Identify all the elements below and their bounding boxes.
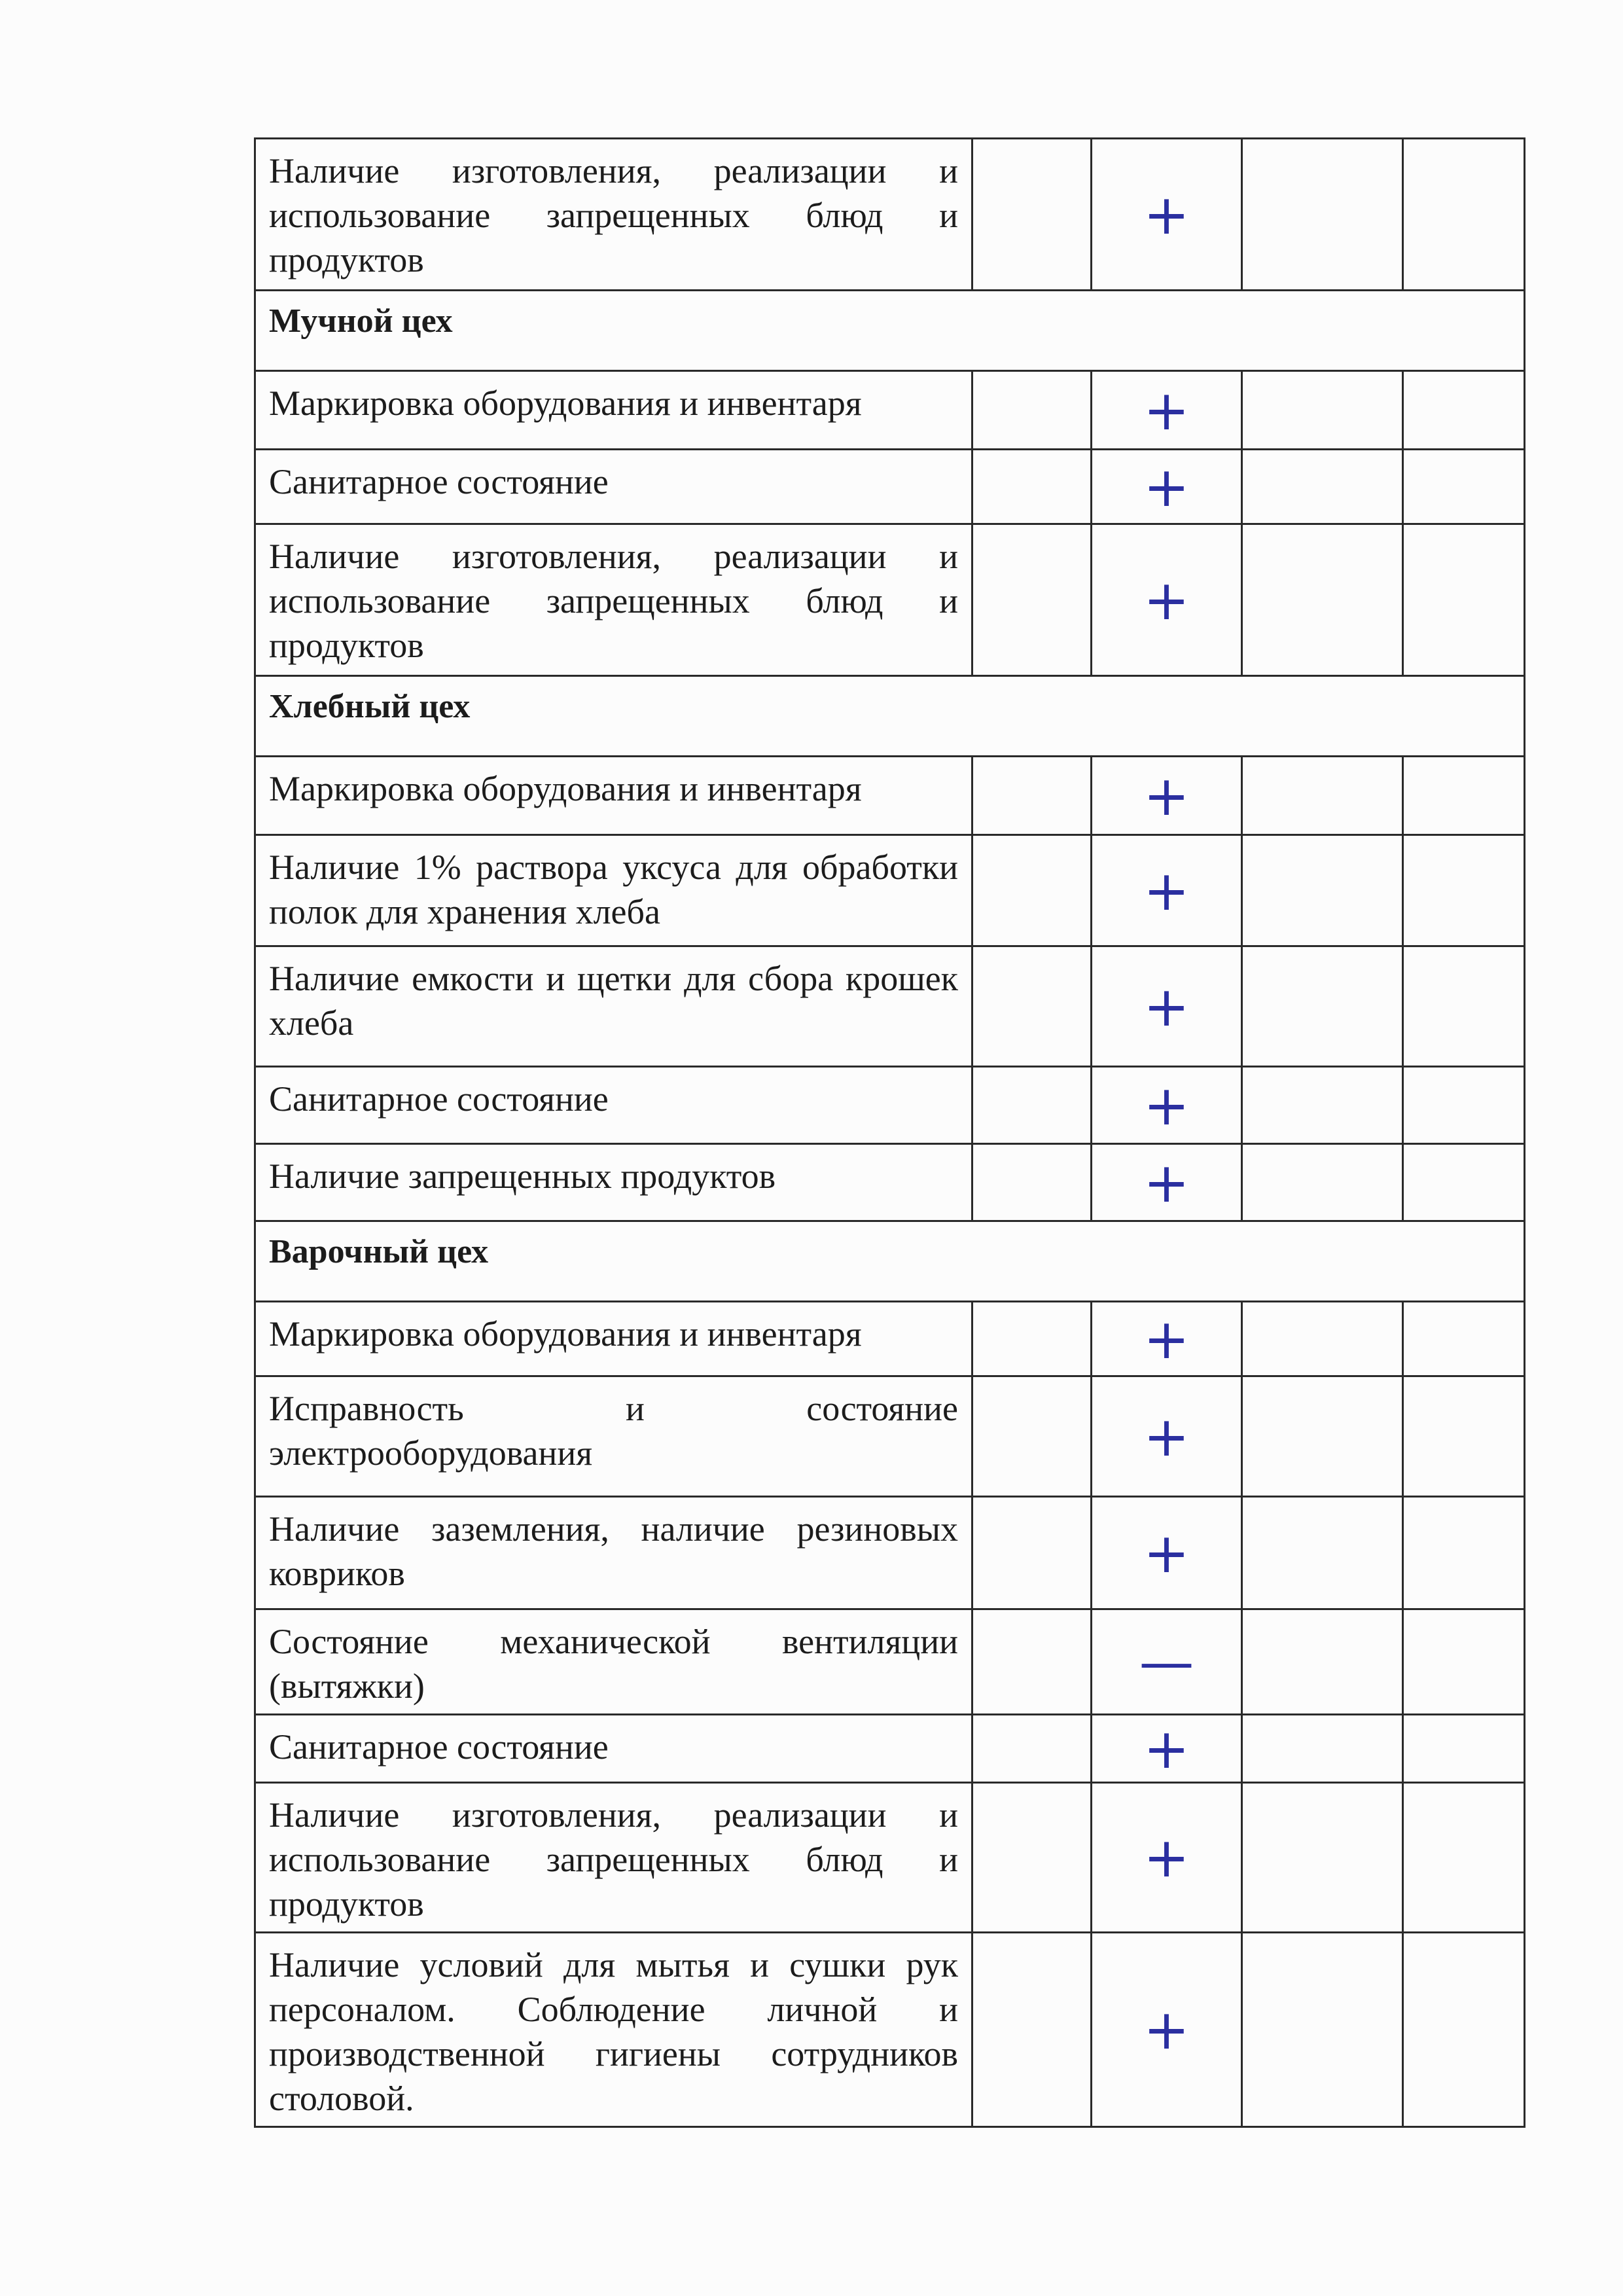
- empty-cell: [972, 1715, 1092, 1783]
- handwritten-mark: +: [1143, 182, 1190, 247]
- handwritten-mark-cell: [1092, 1783, 1242, 1933]
- handwritten-mark-cell: [1092, 1715, 1242, 1783]
- criterion-text: Наличие 1% раствора уксуса для обработки полок для хранения хлеба: [255, 835, 972, 946]
- empty-cell: [972, 1609, 1092, 1715]
- empty-cell: [1242, 371, 1403, 450]
- handwritten-mark: +: [1143, 567, 1190, 632]
- empty-cell: [1403, 450, 1525, 524]
- empty-cell: [1403, 1783, 1525, 1933]
- handwritten-mark-cell: [1092, 139, 1242, 291]
- checklist-row: [255, 371, 1525, 450]
- empty-cell: [1242, 524, 1403, 676]
- criterion-text: Исправность и состояние электрооборудования: [255, 1376, 972, 1497]
- empty-cell: [1242, 1783, 1403, 1933]
- section-header-row: [255, 676, 1525, 757]
- handwritten-mark-cell: [1092, 1067, 1242, 1144]
- checklist-row: [255, 1609, 1525, 1715]
- criterion-text: Наличие изготовления, реализации и использование запрещенных блюд и продуктов: [255, 1783, 972, 1933]
- handwritten-mark: +: [1143, 1073, 1190, 1138]
- empty-cell: [1242, 1302, 1403, 1376]
- section-header-row: [255, 1221, 1525, 1302]
- criterion-text: Наличие заземления, наличие резиновых ковриков: [255, 1497, 972, 1609]
- empty-cell: [1403, 1302, 1525, 1376]
- handwritten-mark: +: [1143, 1998, 1190, 2062]
- empty-cell: [972, 1302, 1092, 1376]
- section-header-row: [255, 291, 1525, 371]
- empty-cell: [1403, 946, 1525, 1067]
- empty-cell: [1403, 1715, 1525, 1783]
- section-title: Варочный цех: [255, 1221, 1525, 1302]
- inspection-checklist-table: [254, 137, 1525, 2128]
- criterion-text: Наличие емкости и щетки для сбора крошек хлеба: [255, 946, 972, 1067]
- empty-cell: [972, 1067, 1092, 1144]
- empty-cell: [1403, 1609, 1525, 1715]
- empty-cell: [1242, 1067, 1403, 1144]
- criterion-text: Санитарное состояние: [255, 1715, 972, 1783]
- criterion-text: Наличие изготовления, реализации и использование запрещенных блюд и продуктов: [255, 139, 972, 291]
- empty-cell: [1242, 1376, 1403, 1497]
- checklist-row: [255, 1144, 1525, 1221]
- empty-cell: [1403, 524, 1525, 676]
- handwritten-mark: +: [1143, 1150, 1190, 1215]
- empty-cell: [972, 757, 1092, 835]
- handwritten-mark-cell: [1092, 1933, 1242, 2127]
- empty-cell: [972, 1783, 1092, 1933]
- empty-cell: [1403, 835, 1525, 946]
- empty-cell: [1242, 1933, 1403, 2127]
- criterion-text: Состояние механической вентиляции (вытяжки): [255, 1609, 972, 1715]
- checklist-row: [255, 1497, 1525, 1609]
- criterion-text: Маркировка оборудования и инвентаря: [255, 371, 972, 450]
- checklist-row: [255, 1376, 1525, 1497]
- handwritten-mark-cell: [1092, 1497, 1242, 1609]
- handwritten-mark-cell: [1092, 835, 1242, 946]
- empty-cell: [1242, 835, 1403, 946]
- criterion-text: Маркировка оборудования и инвентаря: [255, 757, 972, 835]
- handwritten-mark: +: [1143, 1520, 1190, 1585]
- empty-cell: [1403, 139, 1525, 291]
- empty-cell: [1403, 1497, 1525, 1609]
- handwritten-mark: +: [1143, 378, 1190, 442]
- handwritten-mark-cell: [1092, 371, 1242, 450]
- criterion-text: Санитарное состояние: [255, 1067, 972, 1144]
- empty-cell: [1242, 757, 1403, 835]
- checklist-row: [255, 835, 1525, 946]
- handwritten-mark-cell: [1092, 1609, 1242, 1715]
- empty-cell: [972, 371, 1092, 450]
- handwritten-mark-cell: [1092, 524, 1242, 676]
- criterion-text: Санитарное состояние: [255, 450, 972, 524]
- empty-cell: [1242, 1144, 1403, 1221]
- handwritten-mark: +: [1143, 1716, 1190, 1781]
- handwritten-mark: +: [1143, 974, 1190, 1039]
- criterion-text: Наличие запрещенных продуктов: [255, 1144, 972, 1221]
- handwritten-mark: +: [1143, 858, 1190, 923]
- empty-cell: [1242, 946, 1403, 1067]
- handwritten-mark: +: [1143, 1825, 1190, 1890]
- checklist-row: [255, 1715, 1525, 1783]
- handwritten-mark: +: [1143, 454, 1190, 519]
- empty-cell: [972, 450, 1092, 524]
- empty-cell: [972, 946, 1092, 1067]
- empty-cell: [972, 1497, 1092, 1609]
- handwritten-mark: +: [1143, 1306, 1190, 1371]
- empty-cell: [972, 1933, 1092, 2127]
- empty-cell: [972, 1144, 1092, 1221]
- empty-cell: [1403, 1933, 1525, 2127]
- empty-cell: [972, 835, 1092, 946]
- checklist-row: [255, 757, 1525, 835]
- empty-cell: [1403, 1376, 1525, 1497]
- checklist-row: [255, 139, 1525, 291]
- section-title: Хлебный цех: [255, 676, 1525, 757]
- empty-cell: [972, 1376, 1092, 1497]
- section-title: Мучной цех: [255, 291, 1525, 371]
- checklist-body: [255, 139, 1525, 2127]
- empty-cell: [1242, 1715, 1403, 1783]
- handwritten-mark-cell: [1092, 1376, 1242, 1497]
- empty-cell: [1242, 450, 1403, 524]
- empty-cell: [1242, 139, 1403, 291]
- checklist-row: [255, 524, 1525, 676]
- empty-cell: [1403, 1144, 1525, 1221]
- empty-cell: [972, 139, 1092, 291]
- handwritten-mark-cell: [1092, 450, 1242, 524]
- criterion-text: Наличие условий для мытья и сушки рук персоналом. Соблюдение личной и производственной гигиены сотрудников столовой.: [255, 1933, 972, 2127]
- empty-cell: [1403, 1067, 1525, 1144]
- empty-cell: [1403, 371, 1525, 450]
- checklist-row: [255, 946, 1525, 1067]
- checklist-row: [255, 1933, 1525, 2127]
- checklist-row: [255, 450, 1525, 524]
- empty-cell: [972, 524, 1092, 676]
- empty-cell: [1242, 1497, 1403, 1609]
- handwritten-mark: —: [1139, 1630, 1194, 1694]
- handwritten-mark: +: [1143, 1404, 1190, 1469]
- checklist-row: [255, 1302, 1525, 1376]
- handwritten-mark-cell: [1092, 757, 1242, 835]
- handwritten-mark-cell: [1092, 1302, 1242, 1376]
- criterion-text: Маркировка оборудования и инвентаря: [255, 1302, 972, 1376]
- empty-cell: [1403, 757, 1525, 835]
- handwritten-mark-cell: [1092, 1144, 1242, 1221]
- criterion-text: Наличие изготовления, реализации и использование запрещенных блюд и продуктов: [255, 524, 972, 676]
- checklist-row: [255, 1783, 1525, 1933]
- handwritten-mark: +: [1143, 763, 1190, 828]
- empty-cell: [1242, 1609, 1403, 1715]
- checklist-row: [255, 1067, 1525, 1144]
- handwritten-mark-cell: [1092, 946, 1242, 1067]
